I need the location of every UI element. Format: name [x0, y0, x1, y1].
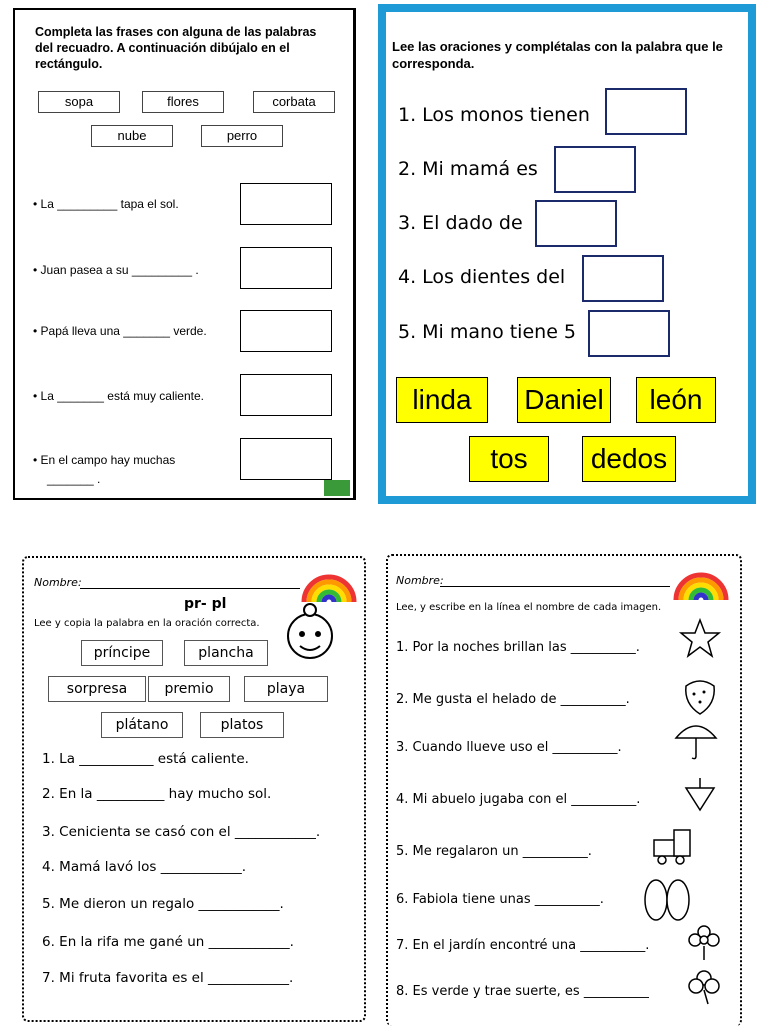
ws4-sentence: 1. Por la noches brillan las __________.	[396, 640, 640, 655]
ws1-drawing-box[interactable]	[240, 247, 332, 289]
ws3-sentence: 7. Mi fruta favorita es el ____________.	[42, 970, 294, 986]
ws2-word-card: león	[636, 377, 716, 423]
ws3-word-box: sorpresa	[48, 676, 146, 702]
ws3-sentence: 2. En la __________ hay mucho sol.	[42, 786, 272, 802]
ws1-title: Completa las frases con alguna de las palabras del recuadro. A continuación dibújalo en el rectángulo.	[35, 25, 317, 71]
train-icon	[650, 826, 698, 866]
ws2-word-card: tos	[469, 436, 549, 482]
name-line	[440, 586, 670, 587]
ws2-word-card: dedos	[582, 436, 676, 482]
ws4-sentence: 5. Me regalaron un __________.	[396, 844, 592, 859]
ws1-drawing-box[interactable]	[240, 183, 332, 225]
ws1-drawing-box[interactable]	[240, 374, 332, 416]
ws4-sentence: 8. Es verde y trae suerte, es __________	[396, 984, 649, 999]
ws4-sentence: 7. En el jardín encontré una __________.	[396, 938, 650, 953]
ws4-sentence: 3. Cuando llueve uso el __________.	[396, 740, 622, 755]
ws4-sentence: 6. Fabiola tiene unas __________.	[396, 892, 604, 907]
rainbow-icon	[300, 570, 358, 604]
ws1-word-box: nube	[91, 125, 173, 147]
ws4-name-label: Nombre:	[396, 574, 444, 587]
ws3-name-label: Nombre:	[34, 576, 82, 589]
ws1-sentence: • La _________ tapa el sol.	[33, 197, 179, 211]
ws2-word-card: Daniel	[517, 377, 611, 423]
ws3-word-box: premio	[148, 676, 230, 702]
strawberry-icon	[680, 672, 720, 716]
sandals-icon	[640, 876, 694, 922]
ws3-sentence: 4. Mamá lavó los ____________.	[42, 859, 246, 875]
ws2-answer-box[interactable]	[554, 146, 636, 193]
ws3-word-box: playa	[244, 676, 328, 702]
ws1-sentence: • En el campo hay muchas	[33, 453, 176, 467]
spinning-top-icon	[680, 774, 720, 814]
ws3-word-box: platos	[200, 712, 284, 738]
girl-icon	[282, 602, 338, 666]
ws1-drawing-box[interactable]	[240, 438, 332, 480]
ws1-word-box: perro	[201, 125, 283, 147]
name-line	[80, 588, 300, 589]
ws1-word-box: flores	[142, 91, 224, 113]
worksheet-4	[386, 554, 742, 1026]
worksheet-2	[378, 4, 756, 504]
ws4-sentence: 2. Me gusta el helado de __________.	[396, 692, 630, 707]
umbrella-icon	[674, 718, 718, 762]
ws4-sentence: 4. Mi abuelo jugaba con el __________.	[396, 792, 641, 807]
ws3-word-box: príncipe	[81, 640, 163, 666]
ws3-sentence: 6. En la rifa me gané un ____________.	[42, 934, 294, 950]
ws3-sentence: 5. Me dieron un regalo ____________.	[42, 896, 284, 912]
ws2-sentence: 4. Los dientes del	[398, 266, 566, 288]
worksheet-1	[13, 8, 356, 500]
ws2-answer-box[interactable]	[535, 200, 617, 247]
rainbow-icon	[672, 568, 730, 602]
ws3-title: pr- pl	[184, 596, 227, 612]
ws1-word-box: corbata	[253, 91, 335, 113]
ws1-sentence: • Papá lleva una _______ verde.	[33, 324, 207, 338]
worksheet-3	[22, 556, 366, 1022]
ws2-title: Lee las oraciones y complétalas con la palabra que le corresponda.	[392, 39, 723, 71]
ws2-sentence: 2. Mi mamá es	[398, 158, 538, 180]
star-icon	[678, 616, 722, 660]
ws3-sentence: 3. Cenicienta se casó con el ____________.	[42, 824, 321, 840]
ws3-word-box: plátano	[101, 712, 183, 738]
ws1-sentence: _______ .	[47, 472, 101, 486]
ws3-sentence: 1. La ___________ está caliente.	[42, 751, 249, 767]
clover-icon	[684, 966, 724, 1006]
ws3-word-box: plancha	[184, 640, 268, 666]
logo-badge	[324, 480, 350, 496]
ws2-answer-box[interactable]	[605, 88, 687, 135]
ws1-sentence: • Juan pasea a su _________ .	[33, 263, 199, 277]
ws1-drawing-box[interactable]	[240, 310, 332, 352]
flower-icon	[684, 922, 724, 962]
ws2-answer-box[interactable]	[582, 255, 664, 302]
ws4-instruction: Lee, y escribe en la línea el nombre de cada imagen.	[396, 602, 662, 613]
ws2-sentence: 3. El dado de	[398, 212, 523, 234]
ws2-word-card: linda	[396, 377, 488, 423]
ws1-word-box: sopa	[38, 91, 120, 113]
ws1-sentence: • La _______ está muy caliente.	[33, 389, 204, 403]
ws3-instruction: Lee y copia la palabra en la oración correcta.	[34, 618, 260, 629]
ws2-sentence: 5. Mi mano tiene 5	[398, 321, 577, 343]
ws2-answer-box[interactable]	[588, 310, 670, 357]
ws2-sentence: 1. Los monos tienen	[398, 104, 590, 126]
